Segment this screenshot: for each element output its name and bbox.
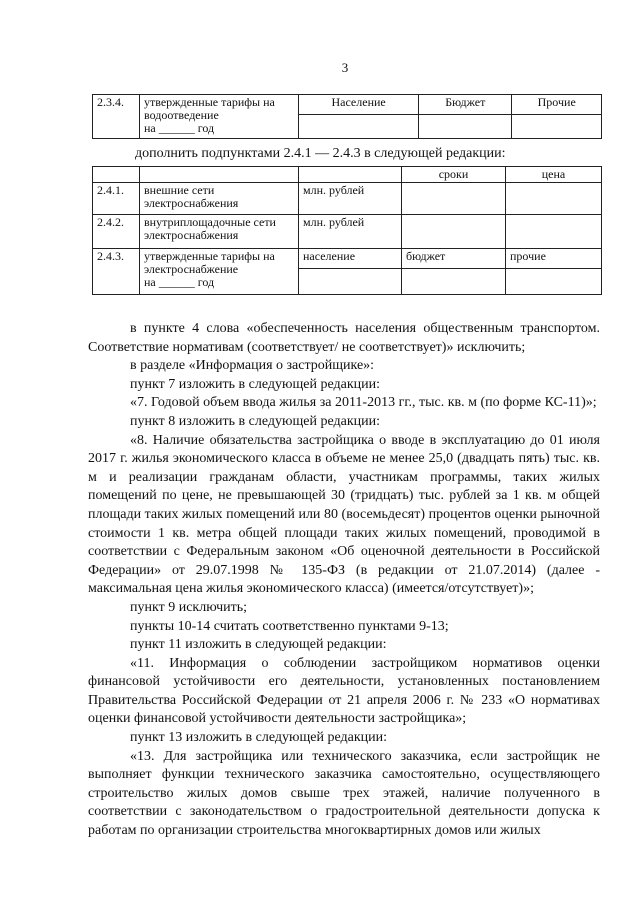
paragraph: пункт 13 изложить в следующей редакции: <box>130 730 387 746</box>
row-unit: млн. рублей <box>299 215 402 249</box>
page-number: 3 <box>341 60 349 75</box>
header-price: цена <box>506 167 602 183</box>
lead-text: дополнить подпунктами 2.4.1 — 2.4.3 в следующей редакции: <box>135 146 506 161</box>
paragraph: пункт 9 исключить; <box>130 599 248 615</box>
paragraph: в пункте 4 слова «обеспеченность населения общественным транспортом. Соответствие нормативам (соответствует/ не соответствует)» исключить; <box>88 321 600 355</box>
value-cell <box>512 115 602 139</box>
table-row <box>93 249 602 269</box>
row-label: утвержденные тарифы на электроснабжение на ______ год <box>140 249 299 295</box>
document-body <box>88 320 600 841</box>
electricity-table <box>92 166 602 295</box>
row-code: 2.4.2. <box>93 215 140 249</box>
paragraph: пункт 8 изложить в следующей редакции: <box>130 413 380 429</box>
table-row <box>93 215 602 249</box>
paragraph: пункт 7 изложить в следующей редакции: <box>130 376 380 392</box>
row-code: 2.3.4. <box>93 95 140 139</box>
paragraph: «8. Наличие обязательства застройщика о вводе в эксплуатацию до 01 июля 2017 г. жилья экономического класса в объеме не менее 25,0 (двадцать пять) тыс. кв. м и реализации гражданам области, участникам программы, таких жилых помещений по цене, не превышающей 30 (тридцать) тыс. рублей за 1 кв. м общей площади таких жилых помещений или 80 (восемьдесят) процентов оценки рыночной стоимости 1 кв. метра общей площади таких жилых помещений, проводимой в соответствии с Федеральным законом «Об оценочной деятельности в Российской Федерации» от 29.07.1998 № 135-ФЗ (в редакции от 21.07.2014) (далее - максимальная цена жилья экономического класса) (имеется/отсутствует)»; <box>88 432 600 597</box>
row-code: 2.4.1. <box>93 183 140 215</box>
row-unit: млн. рублей <box>299 183 402 215</box>
paragraph: «7. Годовой объем ввода жилья за 2011-2013 гг., тыс. кв. м (по форме КС-11)»; <box>130 395 597 411</box>
paragraph: в разделе «Информация о застройщике»: <box>130 358 375 374</box>
col-budget: Бюджет <box>419 95 512 115</box>
paragraph: «13. Для застройщика или технического заказчика, если застройщик не выполняет функции технического заказчика самостоятельно, осуществляющего строительство жилых домов свыше трех этажей, наличие полученного в соответствии с законодательством о градостроительной деятельности допуска к работам по организации строительства многоквартирных домов или жилых <box>88 748 600 839</box>
col-budget: бюджет <box>402 249 506 269</box>
col-population: население <box>299 249 402 269</box>
row-label: внешние сети электроснабжения <box>140 183 299 215</box>
paragraph: пункты 10-14 считать соответственно пунктами 9-13; <box>130 618 449 634</box>
value-cell <box>419 115 512 139</box>
row-code: 2.4.3. <box>93 249 140 295</box>
col-other: Прочие <box>512 95 602 115</box>
paragraph: пункт 11 изложить в следующей редакции: <box>130 637 387 653</box>
row-label: утвержденные тарифы на водоотведение на ______ год <box>140 95 299 139</box>
value-cell <box>299 115 419 139</box>
paragraph: «11. Информация о соблюдении застройщиком нормативов оценки финансовой устойчивости его деятельности, установленных постановлением Правительства Российской Федерации от 21 апреля 2006 г. № 233 «О нормативах оценки финансовой устойчивости деятельности застройщика»; <box>88 655 600 727</box>
water-tariff-table <box>92 94 602 139</box>
col-other: прочие <box>506 249 602 269</box>
col-population: Население <box>299 95 419 115</box>
row-label: внутриплощадочные сети электроснабжения <box>140 215 299 249</box>
header-deadlines: сроки <box>402 167 506 183</box>
table-row <box>93 183 602 215</box>
